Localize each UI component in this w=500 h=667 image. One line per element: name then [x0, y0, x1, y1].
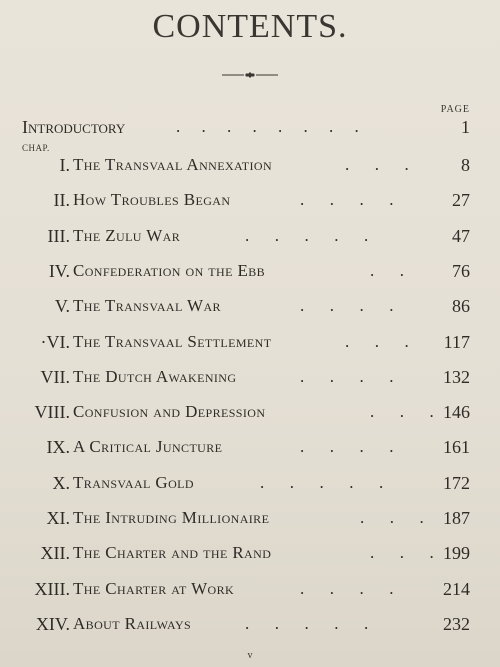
- toc-entry: [0, 190, 500, 214]
- toc-entry: [0, 543, 500, 567]
- chapter-number: ·VI.: [40, 331, 70, 352]
- chapter-page-number: 172: [443, 472, 470, 493]
- chapter-number: V.: [54, 296, 70, 317]
- toc-entry-introductory: [0, 117, 500, 141]
- chapter-title: The Intruding Millionaire: [73, 508, 270, 527]
- chapter-number: XIII.: [34, 578, 70, 599]
- chapter-number: XII.: [40, 543, 70, 564]
- toc-entry: [0, 579, 500, 603]
- ornament-divider: [220, 70, 280, 80]
- chapter-number: X.: [52, 472, 70, 493]
- chapter-title: Confusion and Depression: [73, 402, 266, 422]
- page-folio: v: [247, 650, 253, 661]
- chapter-page-number: 117: [443, 331, 470, 352]
- leader-dots: . . .: [345, 331, 409, 351]
- chapter-title: A Critical Juncture: [73, 437, 223, 457]
- chapter-title: About Railways: [73, 613, 192, 633]
- chapter-number: IV.: [48, 260, 70, 281]
- leader-dots: . .: [370, 260, 404, 280]
- chapter-page-number: 27: [452, 190, 470, 211]
- chapter-page-number: 199: [443, 543, 470, 564]
- chapter-title: The Transvaal Annexation: [73, 155, 273, 174]
- chapter-title: The Charter at Work: [73, 578, 235, 598]
- leader-dots: . . . .: [300, 437, 394, 457]
- chapter-page-number: 76: [452, 260, 470, 281]
- leader-dots: . . .: [345, 155, 409, 174]
- leader-dots: . . . .: [300, 190, 394, 210]
- chapter-title: The Transvaal War: [73, 296, 221, 316]
- toc-entry: [0, 332, 500, 356]
- toc-entry: [0, 508, 500, 532]
- toc-entry: [0, 614, 500, 638]
- page-column-label: PAGE: [440, 104, 470, 115]
- entry-title: Introductory: [22, 117, 126, 137]
- leader-dots: . . . . .: [245, 613, 369, 633]
- chapter-number: XI.: [46, 508, 70, 528]
- chapter-title: The Charter and the Rand: [73, 543, 272, 563]
- leader-dots: . . .: [370, 402, 434, 422]
- chapter-number: III.: [47, 225, 70, 246]
- leader-dots: . . . .: [300, 366, 394, 386]
- chapter-page-number: 86: [452, 296, 470, 317]
- chapter-page-number: 161: [443, 437, 470, 458]
- chapter-page-number: 214: [443, 578, 470, 599]
- chapter-number: VIII.: [34, 402, 70, 423]
- toc-entry: [0, 226, 500, 250]
- toc-entry: [0, 473, 500, 497]
- chapter-column-label: CHAP.: [22, 143, 50, 153]
- toc-entry: [0, 155, 500, 179]
- chapter-page-number: 187: [443, 508, 470, 528]
- toc-entry: [0, 437, 500, 461]
- chapter-number: XIV.: [35, 613, 70, 634]
- leader-dots: . . .: [360, 508, 424, 527]
- toc-entry: [0, 296, 500, 320]
- chapter-title: The Zulu War: [73, 225, 181, 245]
- chapter-number: IX.: [46, 437, 70, 458]
- chapter-page-number: 232: [443, 613, 470, 634]
- chapter-number: I.: [59, 155, 70, 175]
- leader-dots: . . . . . . . .: [176, 117, 359, 136]
- chapter-title: The Transvaal Settlement: [73, 331, 272, 351]
- chapter-page-number: 132: [443, 366, 470, 387]
- chapter-title: How Troubles Began: [73, 190, 231, 210]
- chapter-title: Transvaal Gold: [73, 472, 194, 492]
- toc-entry: [0, 402, 500, 426]
- toc-entry: [0, 261, 500, 285]
- leader-dots: . . . .: [300, 296, 394, 316]
- leader-dots: . . . . .: [260, 472, 384, 492]
- chapter-title: The Dutch Awakening: [73, 366, 237, 386]
- chapter-page-number: 8: [461, 155, 470, 175]
- chapter-page-number: 47: [452, 225, 470, 246]
- chapter-number: VII.: [40, 366, 70, 387]
- entry-page-number: 1: [461, 117, 470, 137]
- leader-dots: . . .: [370, 543, 434, 563]
- chapter-number: II.: [53, 190, 70, 211]
- toc-entry: [0, 367, 500, 391]
- leader-dots: . . . .: [300, 578, 394, 598]
- contents-heading: CONTENTS.: [152, 8, 348, 45]
- chapter-title: Confederation on the Ebb: [73, 260, 266, 280]
- chapter-page-number: 146: [443, 402, 470, 423]
- leader-dots: . . . . .: [245, 225, 369, 245]
